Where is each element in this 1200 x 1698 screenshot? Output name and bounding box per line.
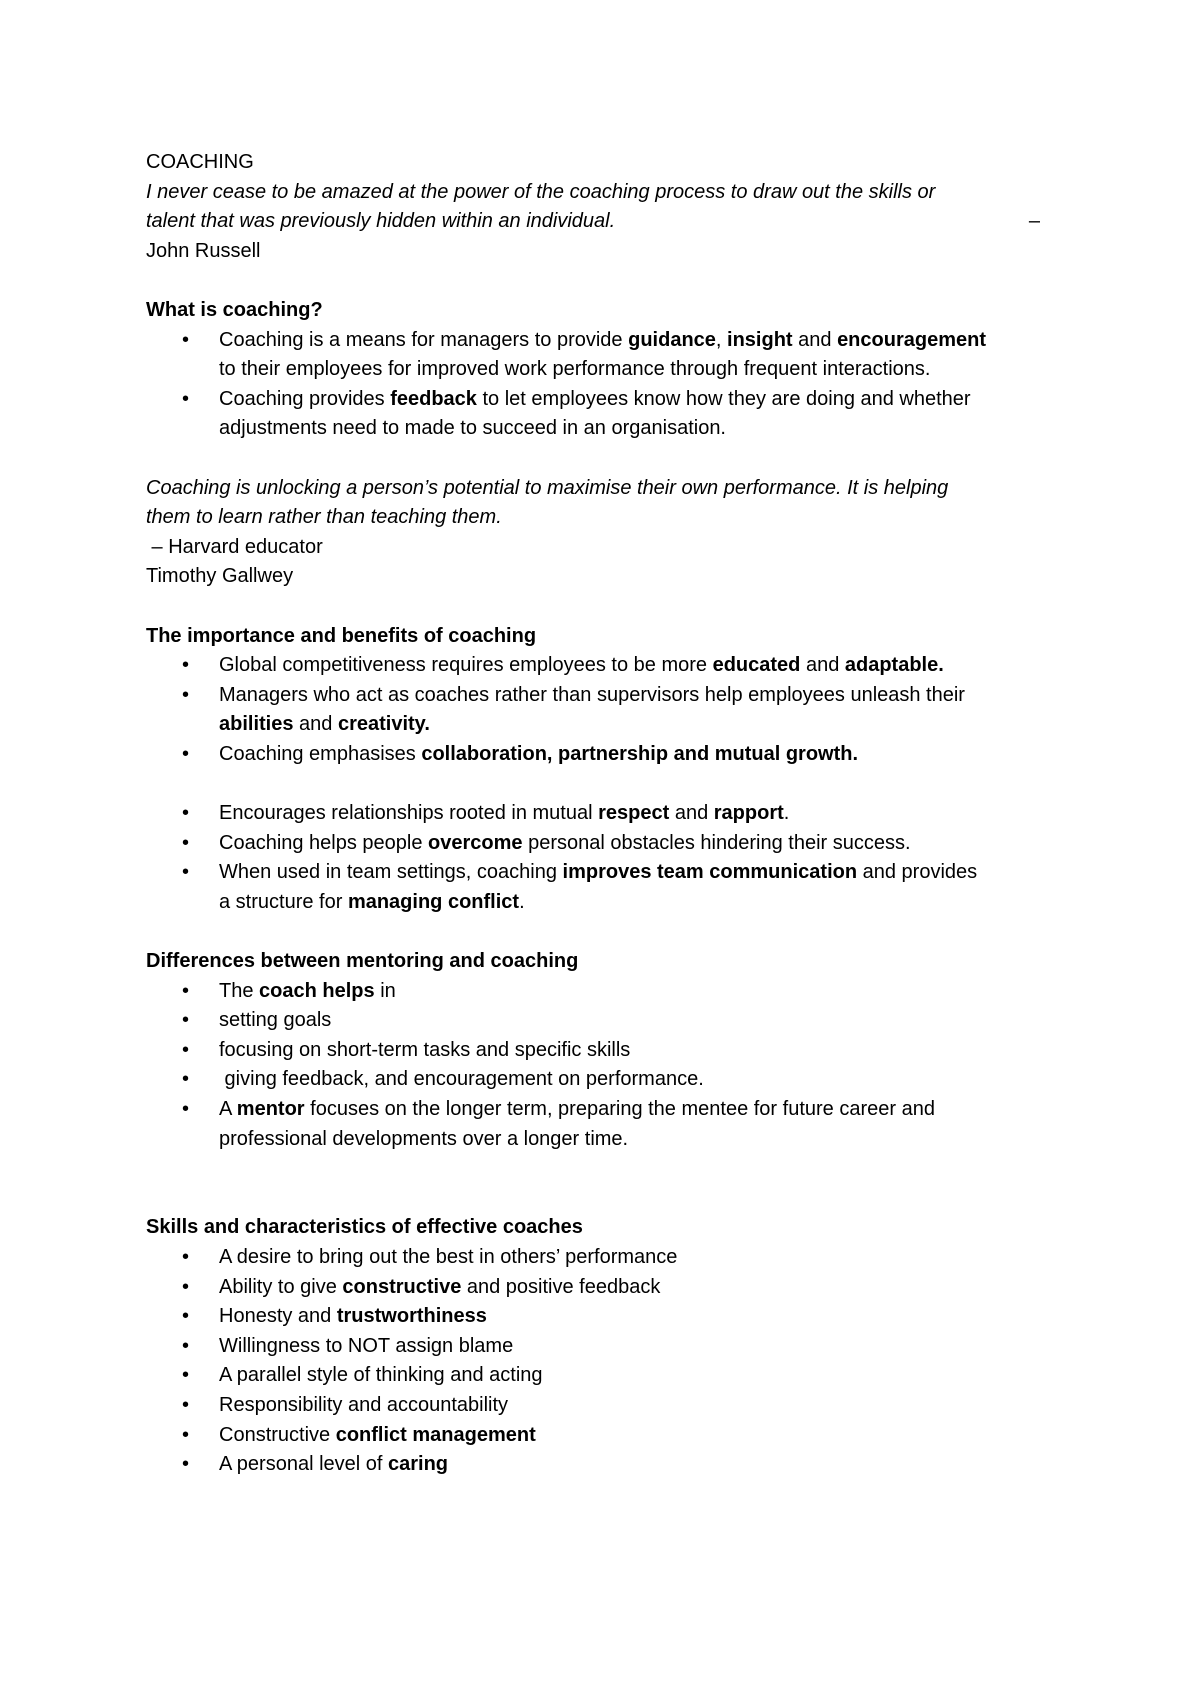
item-text: Constructive bbox=[219, 1423, 336, 1446]
item-text: . bbox=[519, 890, 525, 913]
item-keyword: insight bbox=[727, 328, 793, 351]
quote-author: John Russell bbox=[146, 239, 261, 262]
section-heading: The importance and benefits of coaching bbox=[146, 624, 537, 647]
item-keyword: abilities bbox=[219, 713, 294, 736]
quote-dash: – bbox=[1028, 210, 1040, 233]
list-item bbox=[146, 1243, 1046, 1273]
quote-author: Timothy Gallwey bbox=[146, 565, 294, 588]
item-keyword: constructive bbox=[342, 1275, 462, 1298]
bullet-icon: • bbox=[182, 683, 190, 706]
bullet-icon: • bbox=[182, 1009, 190, 1032]
item-text: Responsibility and accountability bbox=[219, 1393, 509, 1416]
list-item bbox=[146, 799, 1046, 829]
item-text: Coaching provides bbox=[219, 387, 391, 410]
item-keyword: improves team communication bbox=[562, 861, 858, 884]
bullet-list bbox=[146, 799, 1100, 917]
item-keyword: creativity. bbox=[337, 713, 430, 736]
list-item bbox=[146, 829, 1046, 859]
item-text: focusing on short-term tasks and specific skills bbox=[219, 1038, 631, 1061]
list-item bbox=[146, 858, 1046, 917]
list-item bbox=[146, 977, 1046, 1007]
list-item bbox=[146, 1065, 1046, 1095]
bullet-icon: • bbox=[182, 742, 190, 765]
bullet-list bbox=[146, 977, 1100, 1155]
list-item bbox=[146, 1036, 1046, 1066]
item-keyword: caring bbox=[388, 1453, 449, 1476]
list-item bbox=[146, 1450, 1046, 1480]
item-text: A bbox=[219, 1098, 237, 1120]
item-text: a structure for bbox=[219, 890, 348, 913]
item-text: . bbox=[783, 802, 790, 825]
item-text: Willingness to NOT assign blame bbox=[219, 1334, 514, 1357]
bullet-list bbox=[146, 326, 1100, 444]
list-item bbox=[146, 651, 1046, 681]
bullet-icon: • bbox=[182, 831, 190, 854]
item-keyword: managing conflict bbox=[347, 890, 520, 913]
bullet-icon: • bbox=[182, 1245, 190, 1268]
quote-line-row bbox=[146, 207, 1040, 237]
item-text: Coaching helps people bbox=[219, 831, 429, 854]
list-item bbox=[146, 1302, 1046, 1332]
list-item bbox=[146, 385, 1046, 444]
list-item bbox=[146, 326, 1046, 385]
item-keyword: collaboration, partnership and mutual growth. bbox=[421, 742, 859, 765]
bullet-icon: • bbox=[182, 1305, 190, 1328]
item-keyword: conflict management bbox=[335, 1423, 536, 1446]
bullet-icon: • bbox=[182, 802, 190, 825]
quote-line: Coaching is unlocking a person’s potential to maximise their own performance. It is helping bbox=[146, 476, 949, 499]
list-item bbox=[146, 1421, 1046, 1451]
item-text: and bbox=[800, 654, 845, 677]
item-text: and bbox=[792, 328, 838, 351]
bullet-list bbox=[146, 651, 1100, 769]
bullet-icon: • bbox=[182, 1334, 190, 1357]
item-keyword: guidance bbox=[628, 328, 716, 351]
item-text: and positive feedback bbox=[461, 1275, 661, 1298]
list-item bbox=[146, 681, 1046, 740]
item-text: to their employees for improved work performance through frequent interactions. bbox=[219, 358, 931, 381]
item-text: in bbox=[374, 979, 396, 1002]
bullet-icon: • bbox=[182, 328, 190, 351]
item-keyword: coach helps bbox=[259, 979, 375, 1002]
bullet-icon: • bbox=[182, 861, 190, 884]
item-text: setting goals bbox=[219, 1009, 332, 1032]
item-text: personal obstacles hindering their success. bbox=[522, 831, 911, 854]
quote-line: talent that was previously hidden within an individual. bbox=[146, 210, 616, 233]
quote-attribution: – Harvard educator bbox=[146, 535, 323, 558]
section-heading: What is coaching? bbox=[146, 298, 323, 321]
bullet-icon: • bbox=[182, 1423, 190, 1446]
section-heading: Skills and characteristics of effective coaches bbox=[146, 1216, 583, 1239]
item-text: Coaching emphasises bbox=[219, 742, 422, 765]
list-item bbox=[146, 1361, 1046, 1391]
item-keyword: overcome bbox=[428, 831, 523, 854]
bullet-icon: • bbox=[182, 1068, 190, 1091]
item-text: and provides bbox=[857, 861, 978, 884]
bullet-icon: • bbox=[182, 1275, 190, 1298]
item-keyword: educated bbox=[712, 654, 801, 677]
bullet-icon: • bbox=[182, 1393, 190, 1416]
item-keyword: rapport bbox=[713, 802, 784, 825]
item-text: professional developments over a longer time. bbox=[219, 1127, 629, 1150]
list-item bbox=[146, 1006, 1046, 1036]
item-keyword: mentor bbox=[236, 1098, 305, 1120]
list-item bbox=[146, 1273, 1046, 1303]
bullet-icon: • bbox=[182, 1038, 190, 1061]
item-keyword: respect bbox=[598, 802, 670, 825]
item-text: to let employees know how they are doing and whether bbox=[476, 387, 971, 410]
item-text: Ability to give bbox=[219, 1275, 343, 1298]
quote-line: I never cease to be amazed at the power of the coaching process to draw out the skills or bbox=[146, 180, 936, 203]
bullet-icon: • bbox=[182, 979, 190, 1002]
bullet-list bbox=[146, 1243, 1100, 1480]
item-text: A personal level of bbox=[219, 1453, 388, 1476]
item-text: A desire to bring out the best in others’ performance bbox=[219, 1245, 678, 1268]
bullet-icon: • bbox=[182, 1453, 190, 1476]
item-keyword: feedback bbox=[390, 387, 477, 410]
section-heading: Differences between mentoring and coaching bbox=[146, 950, 579, 973]
item-text: The bbox=[219, 979, 260, 1002]
item-keyword: adaptable. bbox=[844, 654, 944, 677]
item-text: Encourages relationships rooted in mutual bbox=[219, 802, 599, 825]
item-text: focuses on the longer term, preparing the mentee for future career and bbox=[304, 1098, 935, 1120]
item-text: and bbox=[293, 713, 338, 736]
list-item bbox=[146, 1095, 1046, 1154]
document-title: COACHING bbox=[146, 151, 254, 173]
item-text: When used in team settings, coaching bbox=[219, 861, 563, 884]
item-text: Honesty and bbox=[219, 1305, 337, 1328]
item-text: Coaching is a means for managers to provide bbox=[219, 328, 629, 351]
bullet-icon: • bbox=[182, 387, 190, 410]
item-text: Global competitiveness requires employees to be more bbox=[219, 654, 713, 677]
list-item bbox=[146, 1332, 1046, 1362]
bullet-icon: • bbox=[182, 1364, 190, 1387]
item-text: Managers who act as coaches rather than supervisors help employees unleash their bbox=[219, 683, 965, 706]
item-keyword: trustworthiness bbox=[336, 1305, 487, 1328]
item-text: and bbox=[669, 802, 714, 825]
item-text: giving feedback, and encouragement on performance. bbox=[219, 1068, 704, 1091]
bullet-icon: • bbox=[182, 1098, 190, 1120]
bullet-icon: • bbox=[182, 654, 190, 677]
quote-line: them to learn rather than teaching them. bbox=[146, 506, 502, 529]
list-item bbox=[146, 740, 1046, 770]
list-item bbox=[146, 1391, 1046, 1421]
item-keyword: encouragement bbox=[837, 328, 986, 351]
item-text: , bbox=[715, 328, 728, 351]
item-text: adjustments need to made to succeed in an organisation. bbox=[219, 417, 726, 440]
item-text: A parallel style of thinking and acting bbox=[219, 1364, 543, 1387]
